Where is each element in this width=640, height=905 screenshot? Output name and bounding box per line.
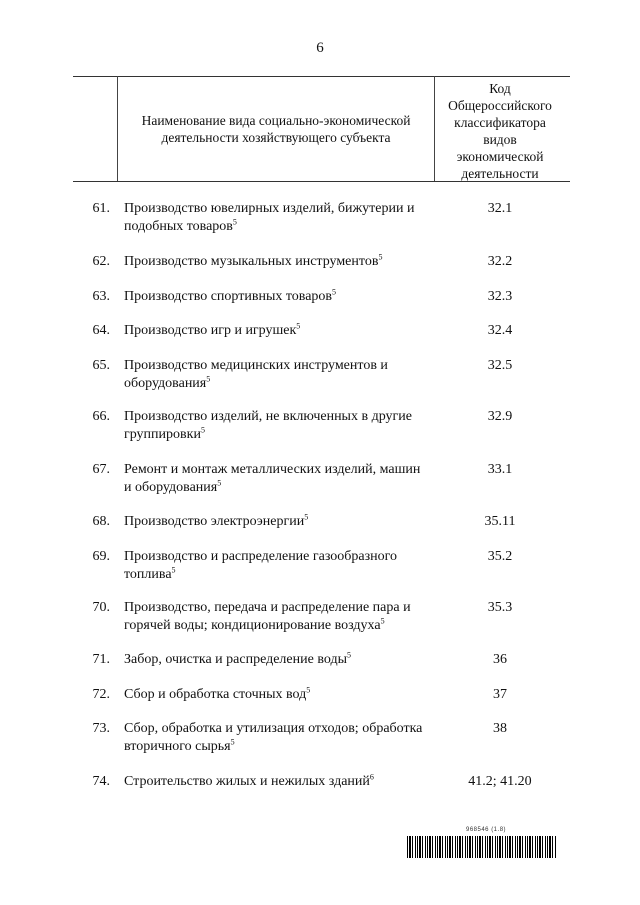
row-activity-text: Производство, передача и распределение пара и горячей воды; кондиционирование воздуха <box>124 600 411 633</box>
footnote-marker: 5 <box>378 252 383 262</box>
row-number: 61. <box>92 201 110 216</box>
row-okved-code: 38 <box>493 721 507 736</box>
row-number: 70. <box>92 600 110 615</box>
row-activity-name <box>124 651 424 669</box>
row-activity-name <box>124 720 424 756</box>
row-number: 64. <box>92 323 110 338</box>
row-okved-code: 32.3 <box>487 289 513 304</box>
row-activity-text: Производство игр и игрушек <box>124 323 297 338</box>
row-activity-name <box>124 322 424 340</box>
footnote-marker: 6 <box>369 772 374 782</box>
footnote-marker: 5 <box>200 425 205 435</box>
row-activity-name <box>124 288 424 306</box>
row-activity-text: Производство медицинских инструментов и оборудования <box>124 358 388 391</box>
row-activity-name <box>124 200 424 236</box>
row-okved-code: 32.4 <box>487 323 513 338</box>
row-number: 71. <box>92 652 110 667</box>
row-okved-code: 36 <box>493 652 507 667</box>
row-number: 69. <box>92 549 110 564</box>
header-divider-right <box>434 76 435 181</box>
row-activity-text: Производство электроэнергии <box>124 514 305 529</box>
footnote-marker: 5 <box>232 217 237 227</box>
row-activity-text: Производство музыкальных инструментов <box>124 254 379 269</box>
row-activity-name <box>124 408 424 444</box>
row-activity-text: Производство изделий, не включенных в другие группировки <box>124 409 412 442</box>
row-activity-text: Ремонт и монтаж металлических изделий, машин и оборудования <box>124 462 421 495</box>
row-activity-text: Сбор и обработка сточных вод <box>124 687 307 702</box>
row-okved-code: 32.2 <box>487 254 513 269</box>
row-okved-code: 41.2; 41.20 <box>468 774 532 789</box>
footnote-marker: 5 <box>332 287 337 297</box>
row-number: 62. <box>92 254 110 269</box>
row-activity-text: Производство ювелирных изделий, бижутерии и подобных товаров <box>124 201 415 234</box>
footnote-marker: 5 <box>206 374 211 384</box>
row-activity-name <box>124 253 424 271</box>
footnote-marker: 5 <box>230 737 235 747</box>
row-okved-code: 32.1 <box>487 201 513 216</box>
row-number: 68. <box>92 514 110 529</box>
row-number: 67. <box>92 462 110 477</box>
row-number: 65. <box>92 358 110 373</box>
footnote-marker: 5 <box>171 565 176 575</box>
row-activity-name <box>124 686 424 704</box>
row-number: 63. <box>92 289 110 304</box>
row-activity-text: Производство спортивных товаров <box>124 289 333 304</box>
footnote-marker: 5 <box>217 478 222 488</box>
row-activity-name <box>124 599 424 635</box>
row-okved-code: 37 <box>493 687 507 702</box>
row-number: 66. <box>92 409 110 424</box>
row-activity-name <box>124 513 424 531</box>
row-number: 74. <box>92 774 110 789</box>
row-okved-code: 35.3 <box>487 600 513 615</box>
header-activity-name: Наименование вида социально-экономической деятельности хозяйствующего субъекта <box>141 113 411 145</box>
footnote-marker: 5 <box>304 512 309 522</box>
header-okved-code: Код Общероссийского классификатора видов экономической деятельности <box>448 81 552 181</box>
row-activity-text: Забор, очистка и распределение воды <box>124 652 347 667</box>
row-okved-code: 35.2 <box>487 549 513 564</box>
row-activity-name <box>124 461 424 497</box>
row-okved-code: 35.11 <box>484 514 516 529</box>
row-activity-name <box>124 357 424 393</box>
barcode <box>407 836 557 858</box>
row-okved-code: 33.1 <box>487 462 513 477</box>
row-activity-name <box>124 773 424 791</box>
row-number: 73. <box>92 721 110 736</box>
document-id: 968546 (1.8) <box>466 827 507 833</box>
row-activity-text: Строительство жилых и нежилых зданий <box>124 774 370 789</box>
row-activity-text: Сбор, обработка и утилизация отходов; обработка вторичного сырья <box>124 721 423 754</box>
footnote-marker: 5 <box>346 650 351 660</box>
row-okved-code: 32.5 <box>487 358 513 373</box>
row-number: 72. <box>92 687 110 702</box>
row-activity-name <box>124 548 424 584</box>
footnote-marker: 5 <box>296 321 301 331</box>
row-okved-code: 32.9 <box>487 409 513 424</box>
page-number: 6 <box>316 40 324 56</box>
footnote-marker: 5 <box>306 685 311 695</box>
table-top-border <box>73 76 570 77</box>
row-activity-text: Производство и распределение газообразного топлива <box>124 549 398 582</box>
footnote-marker: 5 <box>380 616 385 626</box>
